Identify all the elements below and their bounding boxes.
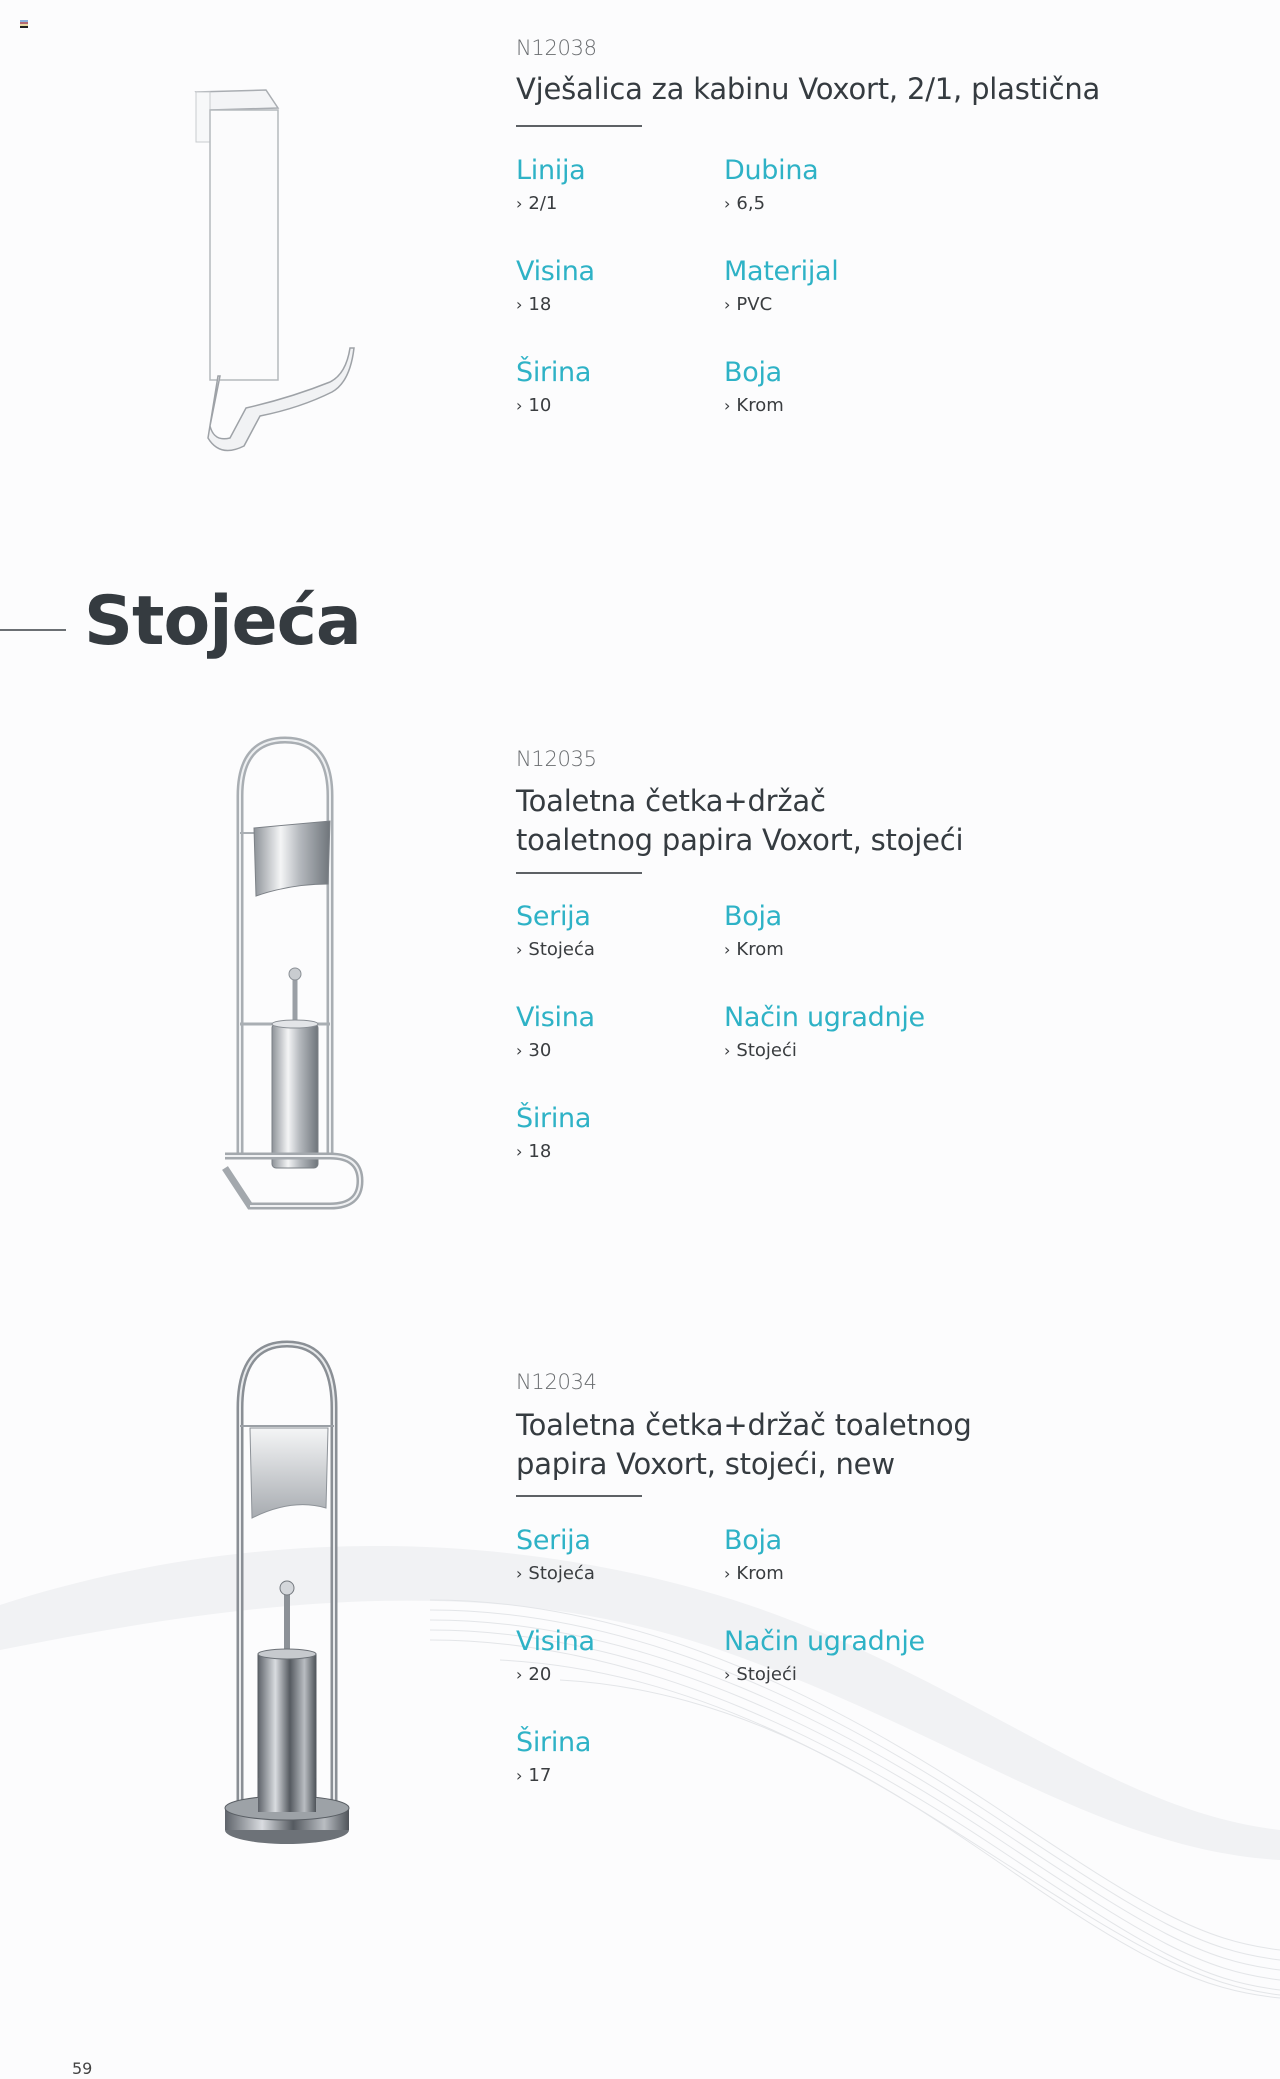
chevron-right-icon: › (516, 1665, 523, 1684)
spec-visina: Visina › 20 (516, 1626, 595, 1685)
title-divider (516, 872, 642, 874)
spec-sirina: Širina › 17 (516, 1727, 592, 1786)
section-title: Stojeća (84, 582, 361, 661)
spec-dubina: Dubina › 6,5 (724, 155, 819, 214)
chevron-right-icon: › (516, 1142, 523, 1161)
spec-linija: Linija › 2/1 (516, 155, 586, 214)
spec-nacin-ugradnje: Način ugradnje › Stojeći (724, 1626, 925, 1685)
flag-icon (20, 20, 28, 28)
spec-boja: Boja › Krom (724, 357, 784, 416)
section-rule (0, 629, 66, 631)
product-code: N12034 (516, 1370, 597, 1394)
chevron-right-icon: › (724, 1665, 731, 1684)
chevron-right-icon: › (516, 295, 523, 314)
page-number: 59 (72, 2059, 93, 2078)
product-code: N12038 (516, 36, 597, 60)
chevron-right-icon: › (516, 940, 523, 959)
chevron-right-icon: › (724, 295, 731, 314)
spec-sirina: Širina › 10 (516, 357, 592, 416)
chevron-right-icon: › (516, 1041, 523, 1060)
chevron-right-icon: › (516, 396, 523, 415)
chevron-right-icon: › (516, 1564, 523, 1583)
wave-background (0, 1480, 1280, 2000)
spec-materijal: Materijal › PVC (724, 256, 839, 315)
spec-visina: Visina › 18 (516, 256, 595, 315)
product-title: Toaletna četka+držač toaletnog papira Voxort, stojeći (516, 784, 964, 857)
title-divider (516, 125, 642, 127)
spec-boja: Boja › Krom (724, 1525, 784, 1584)
product-code: N12035 (516, 747, 597, 771)
chevron-right-icon: › (724, 940, 731, 959)
standing-toilet-brush-paper-holder-icon (210, 736, 370, 1226)
spec-visina: Visina › 30 (516, 1002, 595, 1061)
chevron-right-icon: › (724, 1564, 731, 1583)
spec-sirina: Širina › 18 (516, 1103, 592, 1162)
chevron-right-icon: › (516, 194, 523, 213)
spec-nacin-ugradnje: Način ugradnje › Stojeći (724, 1002, 925, 1061)
chevron-right-icon: › (724, 194, 731, 213)
chevron-right-icon: › (516, 1766, 523, 1785)
shower-door-hook-icon (190, 86, 370, 456)
title-divider (516, 1495, 642, 1497)
chevron-right-icon: › (724, 396, 731, 415)
standing-toilet-brush-paper-holder-round-base-icon (212, 1338, 362, 1848)
product-title: Vješalica za kabinu Voxort, 2/1, plastična (516, 72, 1101, 106)
chevron-right-icon: › (724, 1041, 731, 1060)
product-title: Toaletna četka+držač toaletnog papira Voxort, stojeći, new (516, 1408, 972, 1481)
spec-serija: Serija › Stojeća (516, 901, 595, 960)
spec-boja: Boja › Krom (724, 901, 784, 960)
spec-serija: Serija › Stojeća (516, 1525, 595, 1584)
